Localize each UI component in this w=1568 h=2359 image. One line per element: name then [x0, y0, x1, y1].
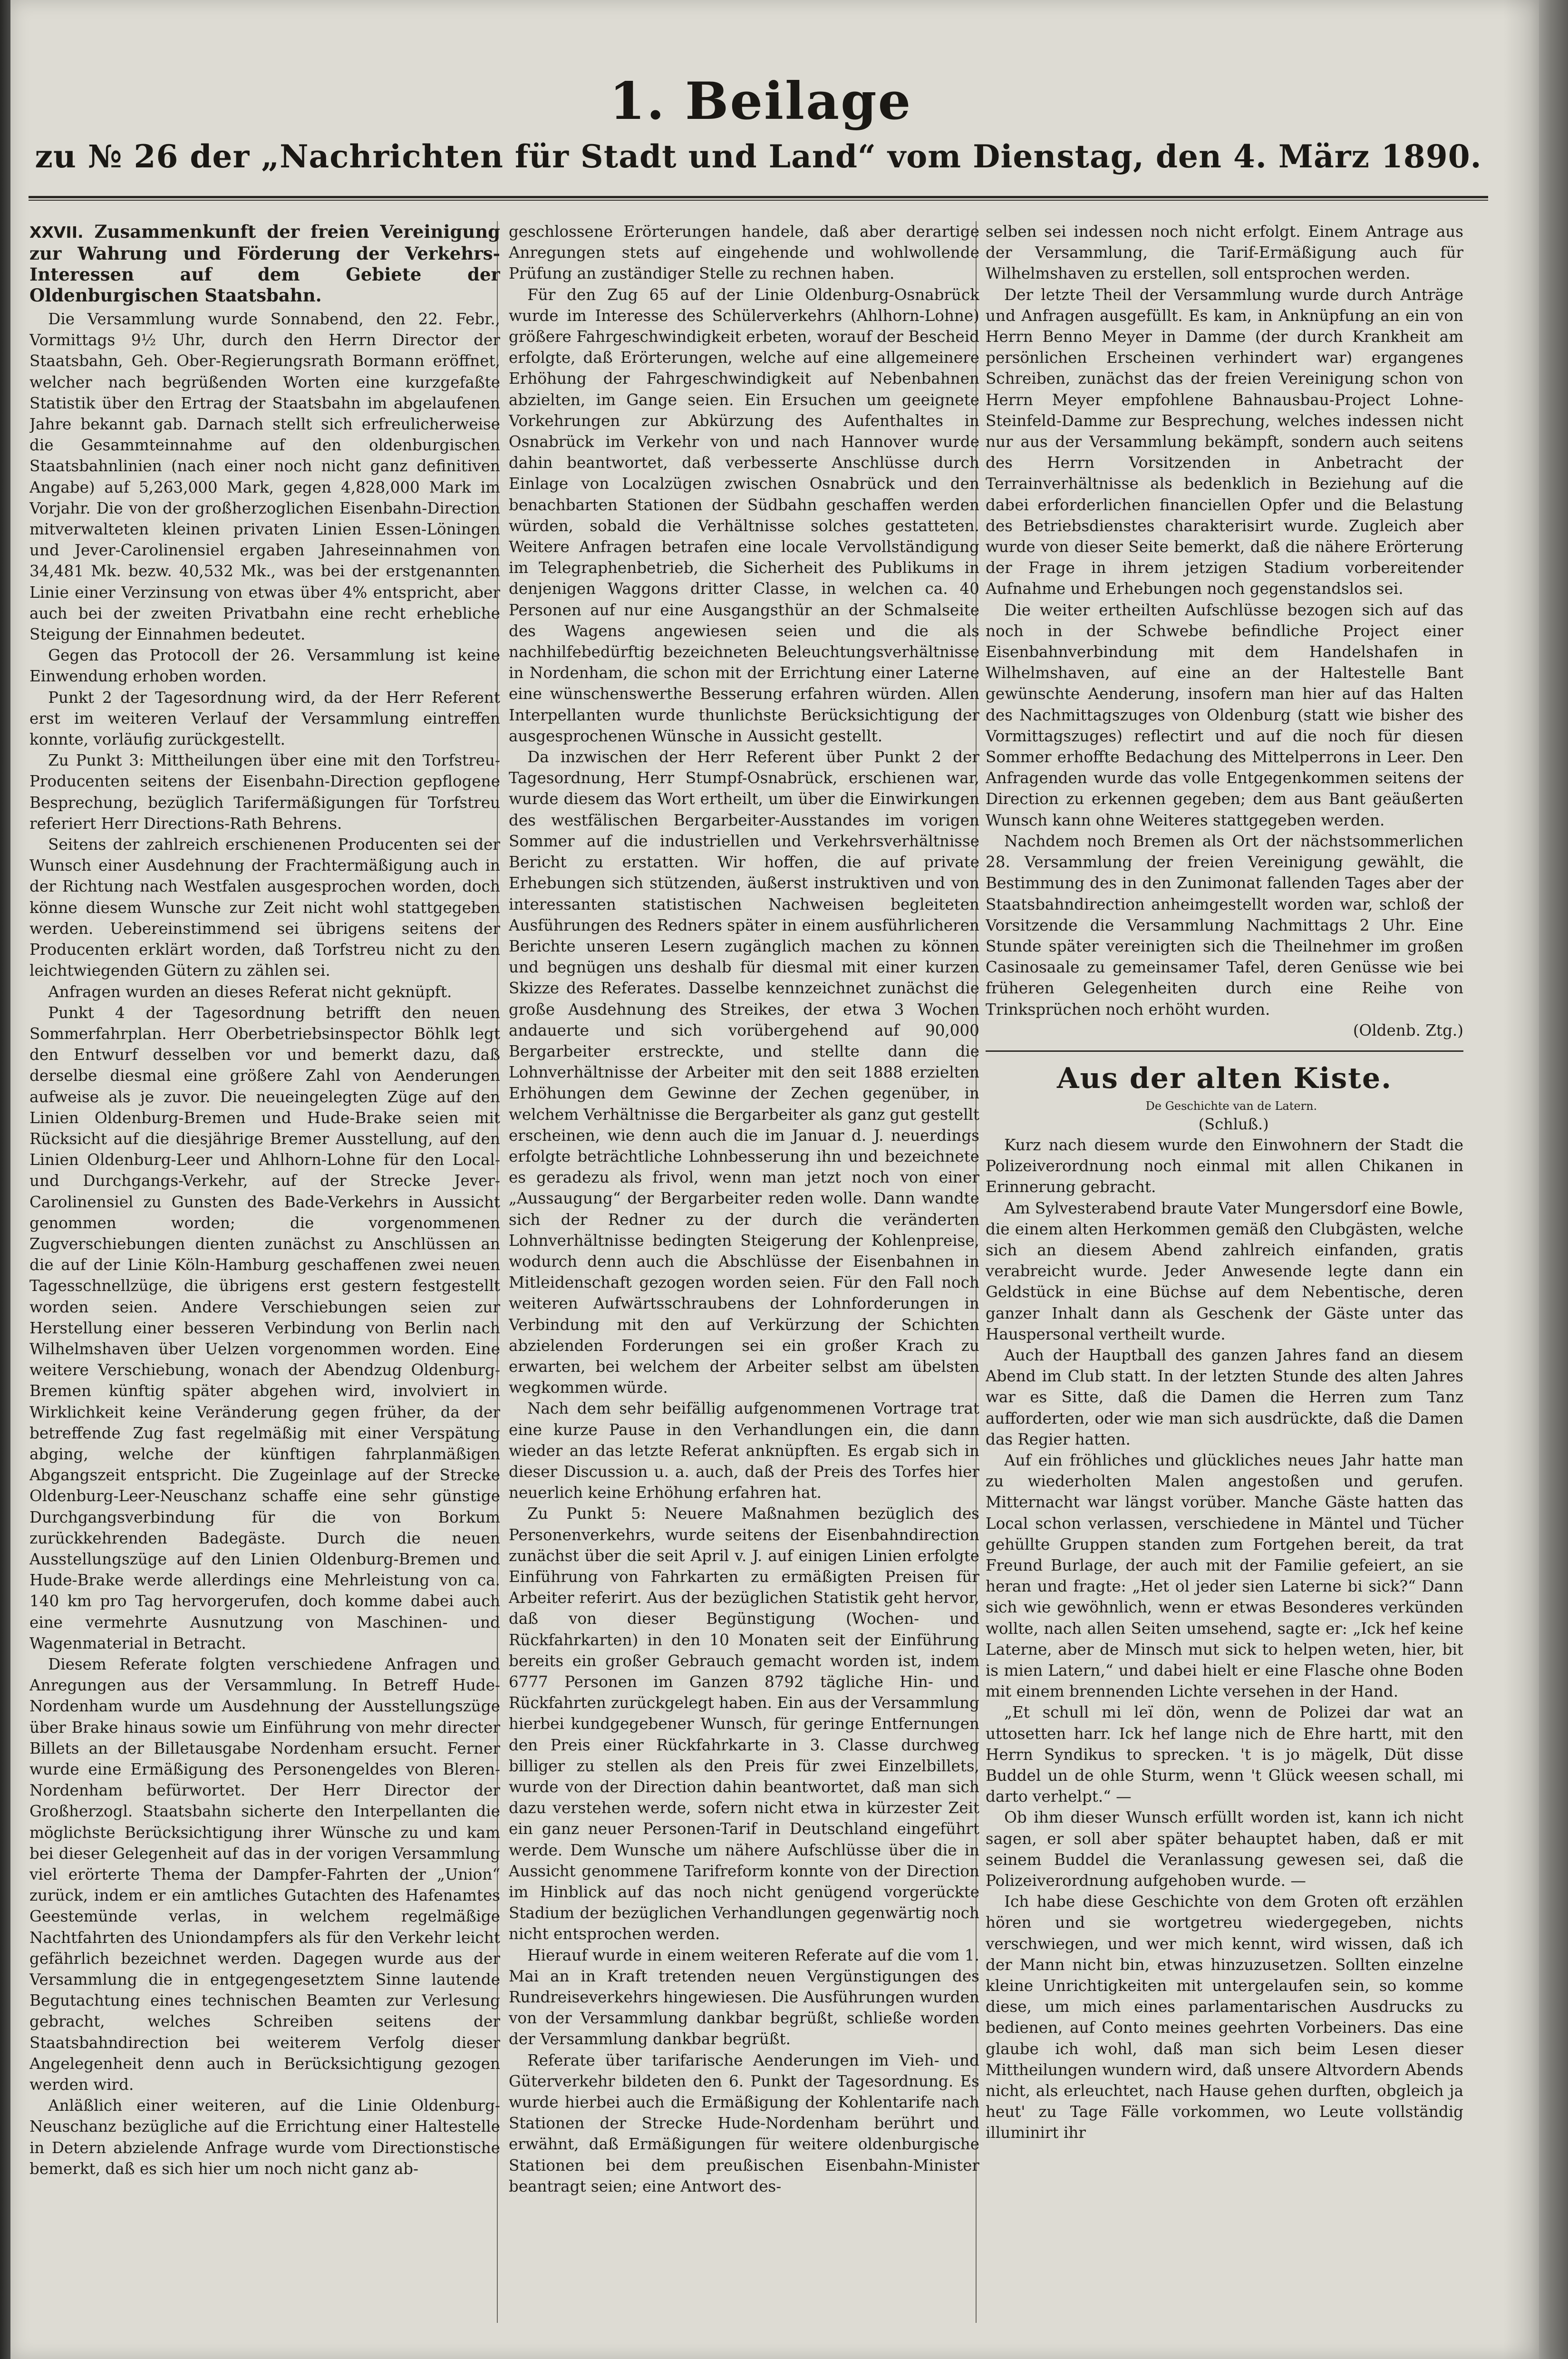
page-title: 1. Beilage	[609, 71, 912, 131]
paragraph: „Et schull mi leï dön, wenn de Polizei dar wat an uttosetten harr. Ick hef lange nich de Ehre hartt, mit den Herrn Syndikus to sprecken. 't is jo mägelk, Düt disse Buddel un de ohle Sturm, wenn 't Glück weesen schall, mi darto verhelpt.“ —	[986, 1703, 1463, 1806]
column-1	[29, 221, 500, 2328]
header-rule-thin	[29, 200, 1488, 201]
paragraph: Gegen das Protocoll der 26. Versammlung ist keine Einwendung erhoben worden.	[29, 646, 500, 686]
section-rule	[986, 1050, 1463, 1052]
paragraph: Am Sylvesterabend braute Vater Mungersdorf eine Bowle, die einem alten Herkommen gemäß den Clubgästen, welche sich an diesem Abend zahlreich einfanden, gratis verabreicht wurde. Jeder Anwesende legte dann ein Geldstück in eine Büchse auf dem Nebentische, deren ganzer Inhalt dann als Geschenk der Gäste unter das Hauspersonal vertheilt wurde.	[986, 1199, 1463, 1343]
feuilleton-part: (Schluß.)	[1198, 1115, 1269, 1133]
paragraph: Auf ein fröhliches und glückliches neues Jahr hatte man zu wiederholten Malen angestoßen und gerufen. Mitternacht war längst vorüber. Manche Gäste hatten das Local schon verlassen, verschiedene in Mäntel und Tücher gehüllte Gruppen standen zum Fortgehen bereit, da trat Freund Burlage, der auch mit der Familie gefeiert, an sie heran und fragte: „Het ol jeder sien Laterne bi sick?“ Dann sich wie gewöhnlich, wenn er etwas Besonderes verkünden wollte, nach allen Seiten umsehend, sagte er: „Ick hef keine Laterne, aber de Minsch mut sick to helpen weten, hier, bit is mien Latern,“ und dabei hielt er eine Flasche ohne Boden mit einem brennenden Lichte versehen in der Hand.	[986, 1451, 1463, 1701]
paragraph: Der letzte Theil der Versammlung wurde durch Anträge und Anfragen ausgefüllt. Es kam, in Anknüpfung an ein von Herrn Benno Meyer in Damme (der durch Krankheit am persönlichen Erscheinen verhindert war) ergangenes Schreiben, zunächst das der freien Vereinigung schon von Herrn Meyer empfohlene Bahnausbau-Project Lohne-Steinfeld-Damme zur Besprechung, welches indessen nicht nur aus der Versammlung bekämpft, sondern auch seitens des Herrn Vorsitzenden in Anbetracht der Terrainverhältnisse als bedenklich in Beziehung auf die dabei erforderlichen financiellen Opfer und die Belastung des Betriebsdienstes charakterisirt wurde. Zugleich aber wurde von dieser Seite bemerkt, daß die nähere Erörterung der Frage in ihrem jetzigen Stadium vorbereitender Aufnahme und Erhebungen noch gegenstandslos sei.	[986, 285, 1463, 598]
feuilleton-subtitle: De Geschichte van de Latern.	[1145, 1099, 1317, 1113]
paragraph: Ich habe diese Geschichte von dem Groten oft erzählen hören und sie wortgetreu wiedergegeben, nichts verschwiegen, und wer mich kennt, wird wissen, daß ich der Mann nicht bin, etwas hinzuzusetzen. Sollten einzelne kleine Unrichtigkeiten mit untergelaufen sein, so komme diese, um mich eines parlamentarischen Ausdrucks zu bedienen, auf Conto meines geehrten Vorbeiners. Das eine glaube ich wohl, daß man sich beim Lesen dieser Mittheilungen wundern wird, daß unsere Altvordern Abends nicht, als erleuchtet, nach Hause gehen durften, obgleich ja heut' zu Tage Fälle vorkommen, wo Leute vollständig illuminirt ihr	[986, 1893, 1463, 2142]
paragraph: Die Versammlung wurde Sonnabend, den 22. Febr., Vormittags 9½ Uhr, durch den Herrn Director der Staatsbahn, Geh. Ober-Regierungsrath Bormann eröffnet, welcher nach begrüßenden Worten eine kurzgefaßte Statistik über den Ertrag der Staatsbahn im abgelaufenen Jahre bekannt gab. Darnach stellt sich erfreulicherweise die Gesammteinnahme auf den oldenburgischen Staatsbahnlinien (nach einer noch nicht ganz definitiven Angabe) auf 5,263,000 Mark, gegen 4,828,000 Mark im Vorjahr. Die von der großherzoglichen Eisenbahn-Direction mitverwalteten kleinen privaten Linien Essen-Löningen und Jever-Carolinensiel ergaben Jahreseinnahmen von 34,481 Mk. bezw. 40,532 Mk., was bei der erstgenannten Linie einer Verzinsung von etwas über 4% entspricht, aber auch bei der zweiten Privatbahn eine recht erhebliche Steigung der Einnahmen bedeutet.	[29, 310, 500, 644]
article-body-continued	[509, 221, 979, 2197]
paragraph: Hierauf wurde in einem weiteren Referate auf die vom 1. Mai an in Kraft tretenden neuen Vergünstigungen des Rundreiseverkehrs hingewiesen. Die Ausführungen wurden von der Versammlung dankbar begrüßt, schließe worden der Versammlung dankbar begrüßt.	[509, 1946, 979, 2048]
paragraph: Für den Zug 65 auf der Linie Oldenburg-Osnabrück wurde im Interesse des Schülerverkehrs (Ahlhorn-Lohne) größere Fahrgeschwindigkeit erbeten, worauf der Bescheid erfolgte, daß Erörterungen, welche auf eine allgemeinere Erhöhung der Fahrgeschwindigkeit auf Nebenbahnen abzielten, im Gange seien. Ein Ersuchen um geeignete Vorkehrungen zur Abkürzung des Aufenthaltes in Osnabrück im Verkehr von und nach Hannover wurde dahin beantwortet, daß verbesserte Anschlüsse durch Einlage von Localzügen zwischen Osnabrück und den benachbarten Stationen der Südbahn geschaffen werden würden, sobald die Verhältnisse solches gestatteten. Weitere Anfragen betrafen eine locale Vervollständigung im Telegraphenbetrieb, die Sicherheit des Publikums in denjenigen Waggons dritter Classe, in welchen ca. 40 Personen auf nur eine Ausgangsthür an der Schmalseite des Wagens angewiesen seien und die als nachhilfebedürftig bezeichneten Beleuchtungsverhältnisse in Nordenham, die schon mit der Errichtung einer Laterne eine wünschenswerthe Besserung erfahren würden. Allen Interpellanten wurde thunlichste Berücksichtigung der ausgesprochenen Wünsche in Aussicht gestellt.	[509, 285, 979, 745]
paragraph: Anläßlich einer weiteren, auf die Linie Oldenburg-Neuschanz bezügliche auf die Errichtung einer Haltestelle in Detern abzielende Anfrage wurde vom Directionstische bemerkt, daß es sich hier um noch nicht ganz ab-	[29, 2097, 500, 2178]
article-number: XXVII.	[29, 223, 84, 242]
paragraph: Punkt 2 der Tagesordnung wird, da der Herr Referent erst im weiteren Verlauf der Versammlung eintreffen konnte, vorläufig zurückgestellt.	[29, 688, 500, 749]
book-binding	[0, 0, 10, 2359]
article-body	[29, 309, 500, 2179]
paragraph: Seitens der zahlreich erschienenen Producenten sei der Wunsch einer Ausdehnung der Frachtermäßigung auch in der Richtung nach Westfalen ausgesprochen worden, doch könne diesem Wunsche zur Zeit nicht wohl stattgegeben werden. Uebereinstimmend sei übrigens seitens der Producenten erklärt worden, daß Torfstreu nicht zu den leichtwiegenden Gütern zu zählen sei.	[29, 835, 500, 980]
feuilleton-body	[986, 1135, 1463, 2144]
paragraph: geschlossene Erörterungen handele, daß aber derartige Anregungen stets auf eingehende und wohlwollende Prüfung an zuständiger Stelle zu rechnen haben.	[509, 223, 979, 283]
paragraph: Nach dem sehr beifällig aufgenommenen Vortrage trat eine kurze Pause in den Verhandlungen ein, die dann wieder an das letzte Referat anknüpften. Es ergab sich in dieser Discussion u. a. auch, daß der Preis des Torfes hier neuerlich keine Erhöhung erfahren hat.	[509, 1399, 979, 1502]
paragraph: Diesem Referate folgten verschiedene Anfragen und Anregungen aus der Versammlung. In Betreff Hude-Nordenham wurde um Ausdehnung der Ausstellungszüge über Brake hinaus sowie um Einführung von mehr directer Billets an der Billetausgabe Nordenham ersucht. Ferner wurde eine Ermäßigung des Personengeldes von Bleren-Nordenham befürwortet. Der Herr Director der Großherzogl. Staatsbahn sicherte den Interpellanten die möglichste Berücksichtigung ihrer Wünsche zu und kam bei dieser Gelegenheit auf das in der vorigen Versammlung viel erörterte Thema der Dampfer-Fahrten der „Union“ zurück, indem er ein amtliches Gutachten des Hafenamtes Geestemünde verlas, in welchem regelmäßige Nachtfahrten des Uniondampfers als für den Verkehr leicht gefährlich bezeichnet werden. Dagegen wurde aus der Versammlung die in entgegengesetztem Sinne lautende Begutachtung eines technischen Beamten zur Verlesung gebracht, welches Schreiben seitens der Staatsbahndirection bei weiterem Verfolg dieser Angelegenheit denn auch in Berücksichtigung gezogen werden wird.	[29, 1655, 500, 2094]
article-source: (Oldenb. Ztg.)	[1353, 1021, 1463, 1039]
article-body-continued	[986, 221, 1463, 1020]
paragraph: Zu Punkt 3: Mittheilungen über eine mit den Torfstreu-Producenten seitens der Eisenbahn-Direction gepflogene Besprechung, bezüglich Tarifermäßigungen für Torfstreu referiert Herr Directions-Rath Behrens.	[29, 751, 500, 833]
paragraph: Nachdem noch Bremen als Ort der nächstsommerlichen 28. Versammlung der freien Vereinigung gewählt, die Bestimmung des in den Zunimonat fallenden Tages aber der Staatsbahndirection anheimgestellt worden war, schloß der Vorsitzende die Versammlung Nachmittags 2 Uhr. Eine Stunde später vereinigten sich die Theilnehmer im großen Casinosaale zu gemeinsamer Tafel, deren Genüsse wie bei früheren Gelegenheiten durch eine Reihe von Trinksprüchen noch erhöht wurden.	[986, 832, 1463, 1019]
paragraph: Die weiter ertheilten Aufschlüsse bezogen sich auf das noch in der Schwebe befindliche Project einer Eisenbahnverbindung mit dem Handelshafen in Wilhelmshaven, auf eine an der Haltestelle Bant gewünschte Aenderung, insofern man hier auf das Halten des Nachmittagszuges von Oldenburg (statt wie bisher des Vormittagszuges) reflectirt und auf die noch für diesen Sommer erhoffte Bedachung des Mittelperrons in Leer. Den Anfragenden wurde das volle Entgegenkommen seitens der Direction zu erkennen gegeben; dem aus Bant geäußerten Wunsch kann ohne Weiteres stattgegeben werden.	[986, 601, 1463, 829]
paragraph: Da inzwischen der Herr Referent über Punkt 2 der Tagesordnung, Herr Stumpf-Osnabrück, erschienen war, wurde diesem das Wort ertheilt, um über die Einwirkungen des westfälischen Bergarbeiter-Ausstandes im vorigen Sommer auf die industriellen und Verkehrsverhältnisse Bericht zu erstatten. Wir hoffen, die auf private Erhebungen sich stützenden, äußerst instruktiven und von interessanten statistischen Nachweisen begleiteten Ausführungen des Redners später in einem ausführlicheren Berichte unseren Lesern zugänglich machen zu können und begnügen uns deshalb für diesmal mit einer kurzen Skizze des Referates. Dasselbe kennzeichnet zunächst die große Ausdehnung des Streikes, der etwa 3 Wochen andauerte und sich vorübergehend auf 90,000 Bergarbeiter erstreckte, und stellte dann die Lohnverhältnisse der Arbeiter mit den seit 1888 erzielten Erhöhungen dem Gewinne der Zechen gegenüber, in welchem Verhältnisse die Bergarbeiter als ganz gut gestellt erscheinen, wie denn auch die im Januar d. J. neuerdings erfolgte beträchtliche Lohnbesserung ihn und bezeichnete es geradezu als frivol, wenn man jetzt noch von einer „Aussaugung“ der Bergarbeiter reden wolle. Dann wandte sich der Redner zu der durch die veränderten Lohnverhältnisse bedingten Steigerung der Kohlenpreise, wodurch denn auch die Abschlüsse der Eisenbahnen in Mitleidenschaft gezogen worden seien. Für den Fall noch weiteren Aufwärtsschraubens der Lohnforderungen in Verbindung mit den auf Verkürzung der Schichten abzielenden Forderungen sei ein großer Krach zu erwarten, bei welchem der Arbeiter selbst am übelsten wegkommen würde.	[509, 748, 979, 1397]
article-heading-text: Zusammenkunft der freien Vereinigung zur Wahrung und Förderung der Verkehrs-Interessen auf dem Gebiete der Oldenburgischen Staatsbahn.	[29, 221, 500, 306]
paragraph: Referate über tarifarische Aenderungen im Vieh- und Güterverkehr bildeten den 6. Punkt der Tagesordnung. Es wurde hierbei auch die Ermäßigung der Kohlentarife nach Stationen der Strecke Hude-Nordenham berührt und erwähnt, daß Ermäßigungen für weitere oldenburgische Stationen bei dem preußischen Eisenbahn-Minister beantragt seien; eine Antwort des-	[509, 2051, 979, 2195]
page-stack-edge	[1539, 0, 1568, 2359]
column-3	[986, 221, 1463, 2328]
paragraph: Zu Punkt 5: Neuere Maßnahmen bezüglich des Personenverkehrs, wurde seitens der Eisenbahndirection zunächst über die seit April v. J. auf einigen Linien erfolgte Einführung von Fahrkarten zu ermäßigten Preisen für Arbeiter referirt. Aus der bezüglichen Statistik geht hervor, daß von dieser Begünstigung (Wochen- und Rückfahrkarten) in den 10 Monaten seit der Einführung bereits ein großer Gebrauch gemacht worden ist, indem 6777 Personen im Ganzen 8792 tägliche Hin- und Rückfahrten zurückgelegt haben. Ein aus der Versammlung hierbei kundgegebener Wunsch, für geringe Entfernungen den Preis einer Rückfahrkarte in 3. Classe durchweg billiger zu stellen als den Preis für zwei Einzelbillets, wurde von der Direction dahin beantwortet, daß man sich dazu verstehen werde, sofern nicht etwa in kürzester Zeit ein ganz neuer Personen-Tarif in Deutschland eingeführt werde. Dem Wunsche um nähere Aufschlüsse über die in Aussicht genommene Tarifreform konnte von der Direction im Hinblick auf das noch nicht genügend vorgerückte Stadium der bezüglichen Verhandlungen gegenwärtig noch nicht entsprochen werden.	[509, 1505, 979, 1943]
article-heading	[29, 221, 500, 306]
paragraph: Kurz nach diesem wurde den Einwohnern der Stadt die Polizeiverordnung noch einmal mit allen Chikanen in Erinnerung gebracht.	[986, 1136, 1463, 1196]
column-2	[509, 221, 979, 2328]
paragraph: Punkt 4 der Tagesordnung betrifft den neuen Sommerfahrplan. Herr Oberbetriebsinspector Böhlk legt den Entwurf desselben vor und bemerkt dazu, daß derselbe diesmal eine größere Zahl von Aenderungen aufweise als je zuvor. Die neueingelegten Züge auf den Linien Oldenburg-Bremen und Hude-Brake seien mit Rücksicht auf die diesjährige Bremer Ausstellung, auf den Linien Oldenburg-Leer und Ahlhorn-Lohne für den Local- und Durchgangs-Verkehr, auf der Strecke Jever-Carolinensiel zu Gunsten des Bade-Verkehrs in Aussicht genommen worden; die vorgenommenen Zugverschiebungen dienten zunächst zu Anschlüssen an die auf der Linie Köln-Hamburg geschaffenen zwei neuen Tagesschnellzüge, die übrigens erst gestern festgestellt worden seien. Andere Verschiebungen seien zur Herstellung einer besseren Verbindung von Berlin nach Wilhelmshaven über Uelzen vorgenommen worden. Eine weitere Verschiebung, wonach der Abendzug Oldenburg-Bremen künftig später abgehen wird, involviert in Wirklichkeit keine Veränderung gegen früher, da der betreffende Zug fast regelmäßig mit einer Verspätung abging, welche der künftigen fahrplanmäßigen Abgangszeit entspricht. Die Zugeinlage auf der Strecke Oldenburg-Leer-Neuschanz schaffe eine sehr günstige Durchgangsverbindung für die von Borkum zurückkehrenden Badegäste. Durch die neuen Ausstellungszüge auf den Linien Oldenburg-Bremen und Hude-Brake werde allerdings eine Mehrleistung von ca. 140 km pro Tag hervorgerufen, doch komme dabei auch eine vermehrte Ausnutzung von Maschinen- und Wagenmaterial in Betracht.	[29, 1003, 500, 1652]
page-subtitle: zu № 26 der „Nachrichten für Stadt und Land“ vom Dienstag, den 4. März 1890.	[35, 138, 1482, 175]
header-rule	[29, 196, 1488, 198]
feuilleton-title: Aus der alten Kiste.	[1056, 1061, 1393, 1095]
paragraph: Auch der Hauptball des ganzen Jahres fand an diesem Abend im Club statt. In der letzten Stunde des alten Jahres war es Sitte, daß die Damen die Herren zum Tanz aufforderten, oder wie man sich ausdrückte, daß die Damen das Regier hatten.	[986, 1346, 1463, 1448]
paragraph: Anfragen wurden an dieses Referat nicht geknüpft.	[48, 982, 452, 1001]
paragraph: Ob ihm dieser Wunsch erfüllt worden ist, kann ich nicht sagen, er soll aber später behauptet haben, daß er mit seinem Buddel die Veranlassung gewesen sei, daß die Polizeiverordnung aufgehoben wurde. —	[986, 1808, 1463, 1890]
paragraph: selben sei indessen noch nicht erfolgt. Einem Antrage aus der Versammlung, die Tarif-Ermäßigung auch für Wilhelmshaven zu erstellen, soll entsprochen werden.	[986, 223, 1463, 283]
